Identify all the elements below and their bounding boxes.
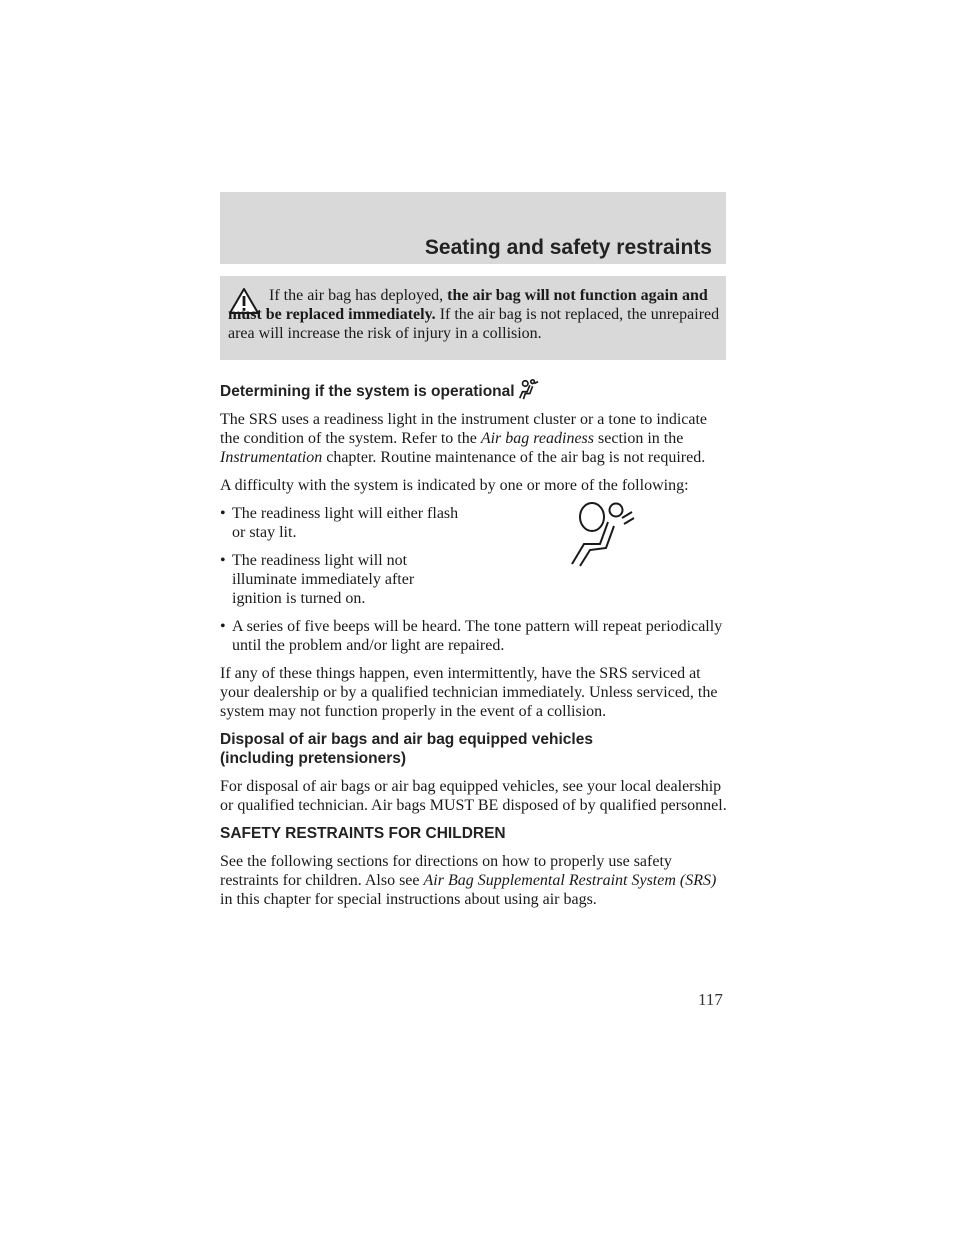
- list-item: • A series of five beeps will be heard. The tone pattern will repeat periodically until the problem and/or light are repaired.: [220, 617, 730, 655]
- bullet-list: [220, 504, 730, 655]
- paragraph: If any of these things happen, even intermittently, have the SRS serviced at your dealership or by a qualified technician immediately. Unless serviced, the system may not function properly in the event of a collision.: [220, 665, 718, 720]
- paragraph: A difficulty with the system is indicated by one or more of the following:: [220, 477, 689, 494]
- page-number: 117: [698, 990, 723, 1009]
- warning-text: If the air bag has deployed, the air bag will not function again and must be replaced immediately. If the air bag is not replaced, the unrepaired area will increase the risk of injury in a collision.: [228, 287, 720, 342]
- main-content: [220, 378, 730, 918]
- section-title: Seating and safety restraints: [424, 236, 712, 259]
- airbag-small-icon: [517, 378, 539, 400]
- section-heading: Disposal of air bags and air bag equipped vehicles (including pretensioners): [220, 731, 593, 767]
- section-heading: Determining if the system is operational: [220, 378, 730, 401]
- warning-bold-text: the air bag will not function again and must be replaced immediately.: [228, 287, 708, 323]
- list-item: • The readiness light will not illuminate immediately after ignition is turned on.: [220, 551, 462, 608]
- warning-box: [220, 276, 726, 360]
- section-heading: SAFETY RESTRAINTS FOR CHILDREN: [220, 825, 506, 842]
- header-band: [220, 192, 726, 264]
- paragraph: See the following sections for directions on how to properly use safety restraints for children. Also see Air Bag Supplemental Restraint System (SRS) in this chapter for special instructions about using air bags.: [220, 853, 717, 908]
- list-item: • The readiness light will either flash or stay lit.: [220, 504, 462, 542]
- paragraph: For disposal of air bags or air bag equipped vehicles, see your local dealership or qualified technician. Air bags MUST BE disposed of by qualified personnel.: [220, 778, 727, 814]
- paragraph: The SRS uses a readiness light in the instrument cluster or a tone to indicate the condition of the system. Refer to the Air bag readiness section in the Instrumentation chapter. Routine maintenance of the air bag is not required.: [220, 411, 708, 466]
